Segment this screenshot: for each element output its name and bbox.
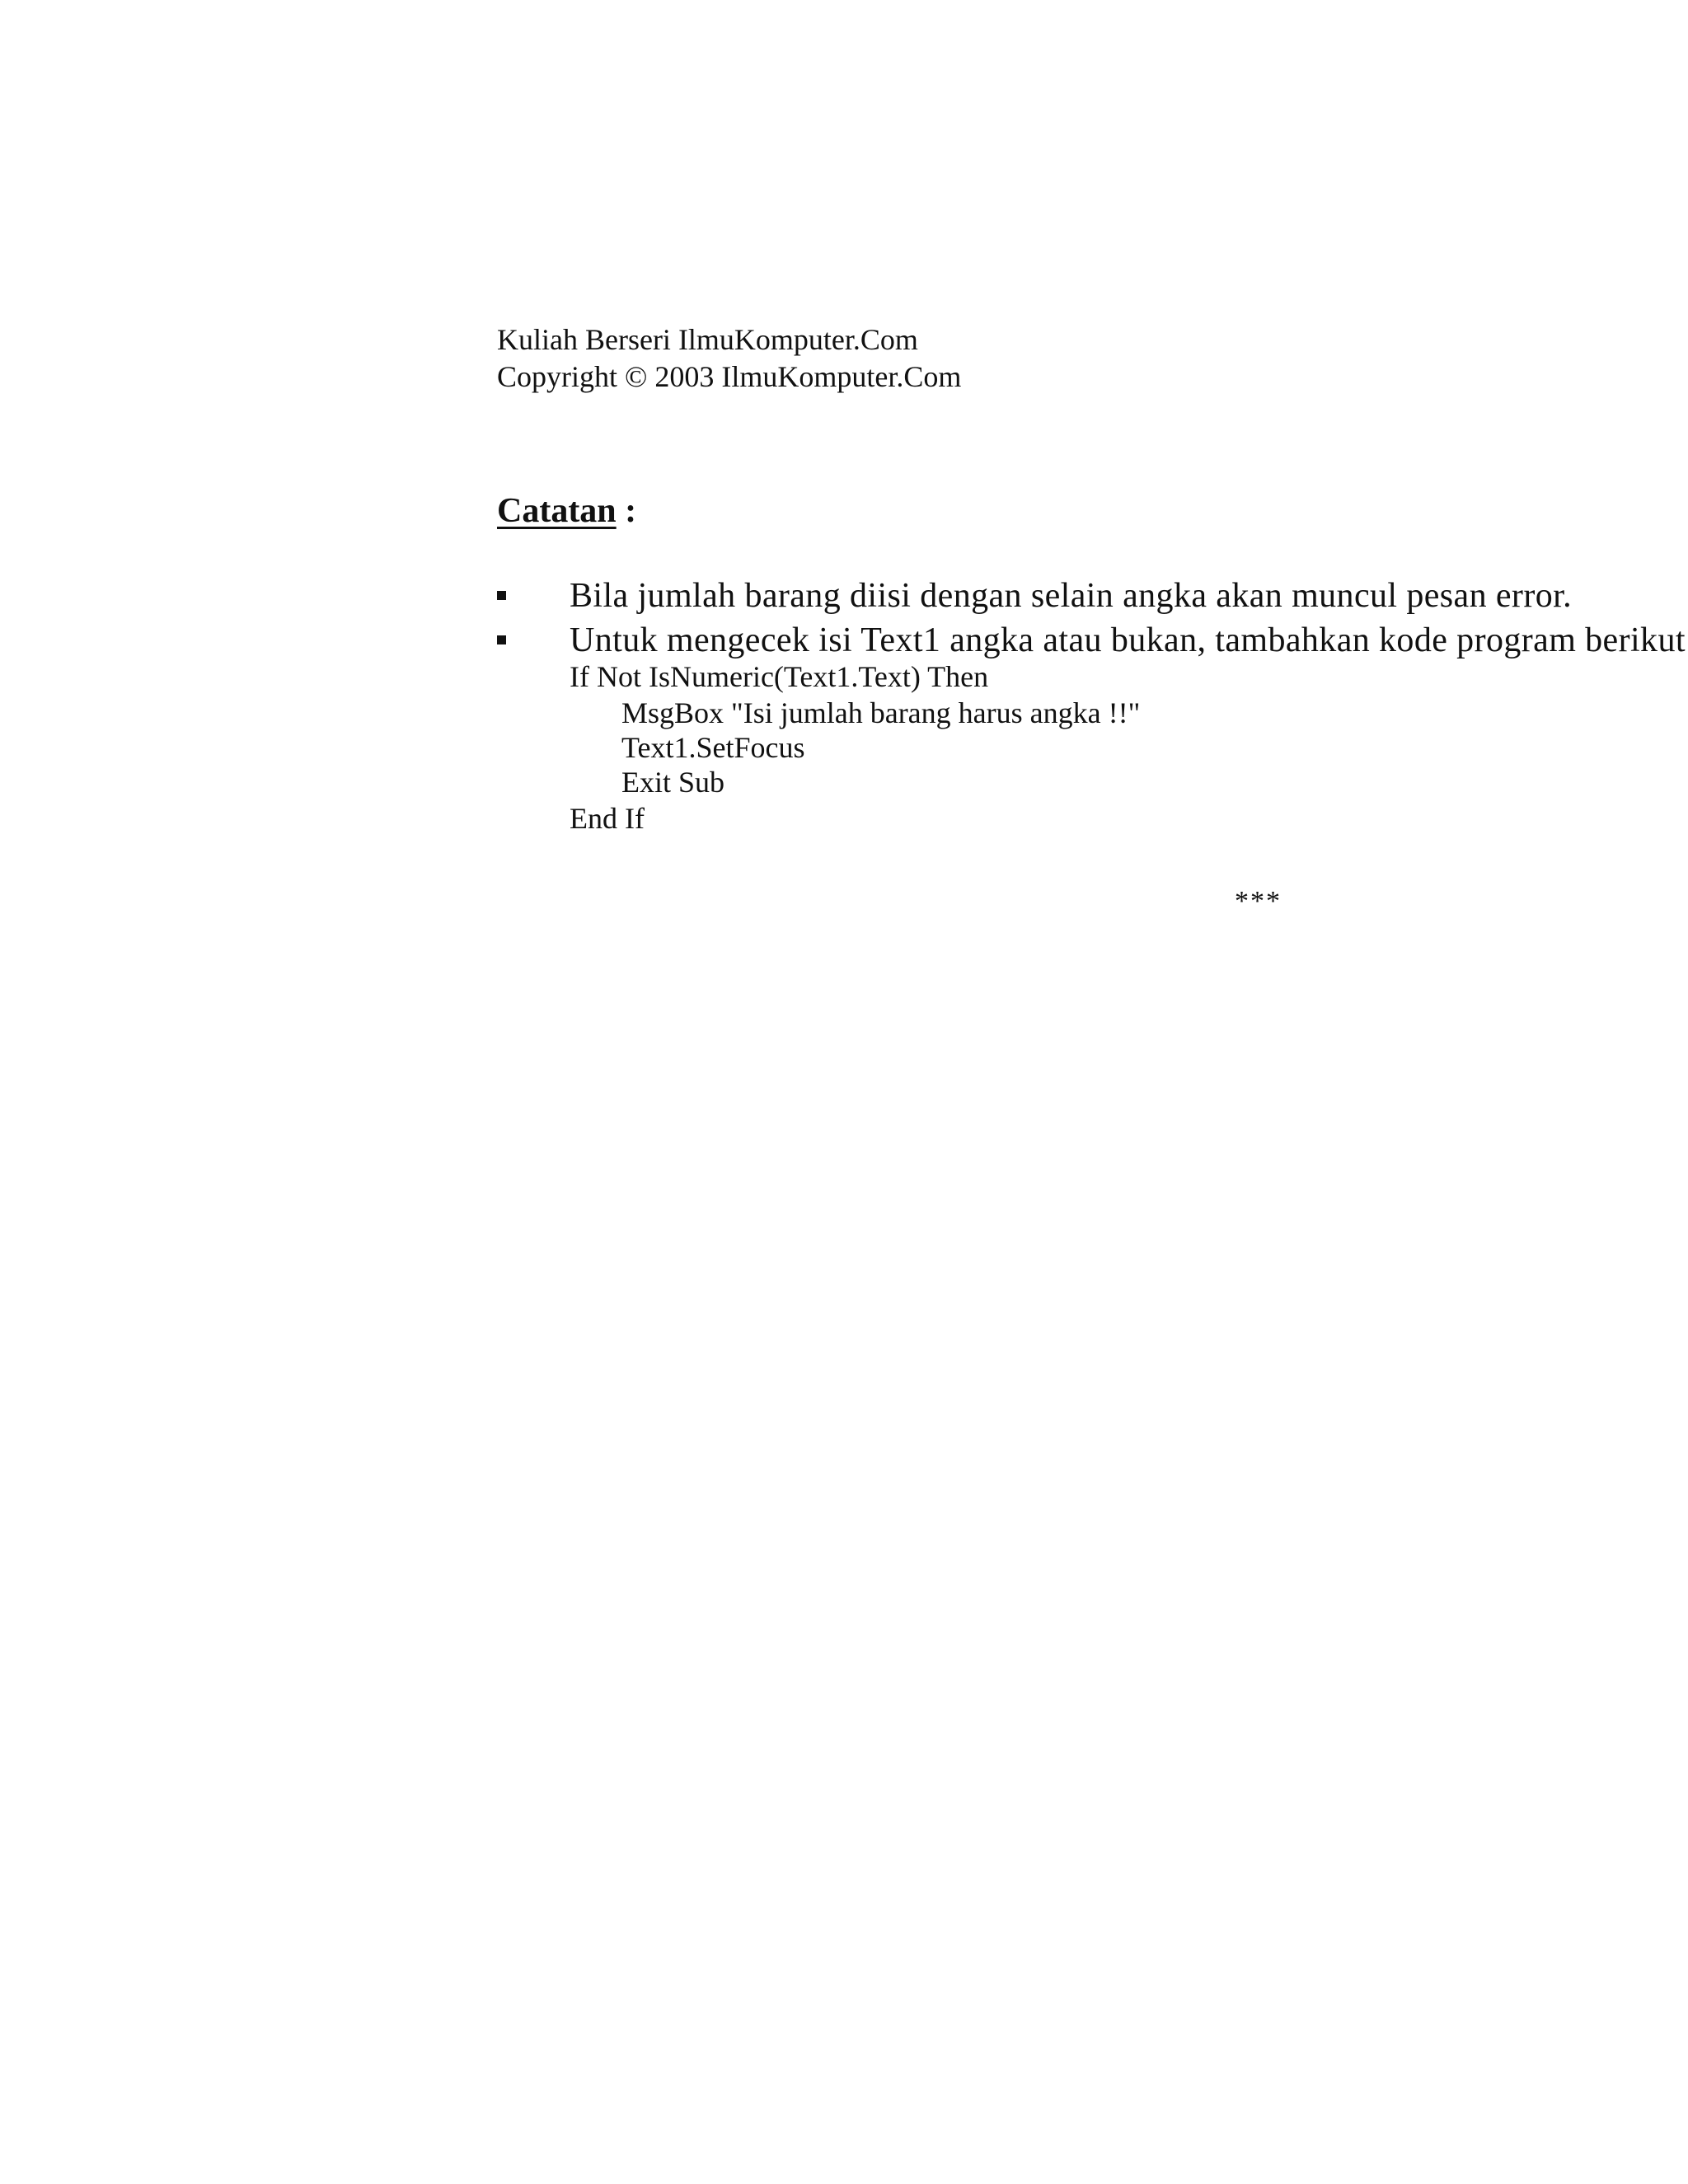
code-line-msgbox: MsgBox "Isi jumlah barang harus angka !!" — [621, 696, 1141, 729]
square-bullet-icon — [497, 591, 506, 600]
section-separator: *** — [1235, 886, 1282, 916]
square-bullet-icon — [497, 635, 506, 644]
code-line-if: If Not IsNumeric(Text1.Text) Then — [570, 660, 989, 693]
section-heading-colon: : — [616, 492, 637, 530]
header-series-title: Kuliah Berseri IlmuKomputer.Com — [497, 323, 918, 356]
section-heading — [497, 490, 636, 532]
header-copyright: Copyright © 2003 IlmuKomputer.Com — [497, 360, 962, 393]
code-line-end-if: End If — [570, 802, 645, 835]
section-heading-label: Catatan — [497, 492, 617, 530]
code-line-setfocus: Text1.SetFocus — [621, 731, 805, 764]
code-line-exit-sub: Exit Sub — [621, 766, 725, 799]
list-item-text: Bila jumlah barang diisi dengan selain angka akan muncul pesan error. — [570, 577, 1573, 615]
list-item-text: Untuk mengecek isi Text1 angka atau bukan, tambahkan kode program berikut — [570, 621, 1686, 659]
